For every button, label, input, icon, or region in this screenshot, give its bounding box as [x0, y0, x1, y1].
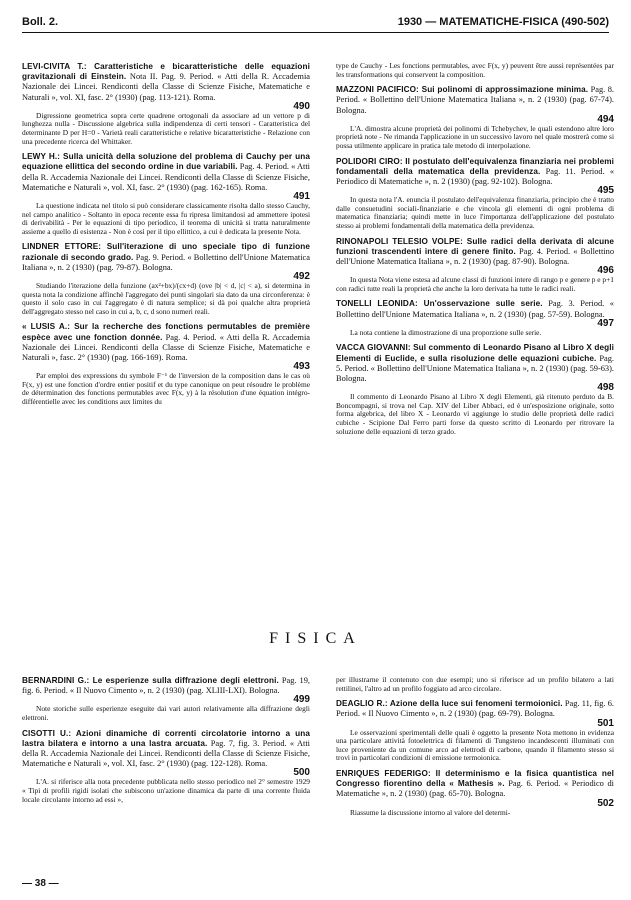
entry-title: ENRIQUES FEDERIGO: Il determinismo e la fisica quantistica nel Congresso fiorentino della « Mathesis ».: [336, 768, 614, 789]
entry-number: 490: [293, 100, 310, 112]
entry-number: 493: [293, 361, 310, 373]
entry-497: [336, 299, 614, 337]
entry-501: [336, 699, 614, 763]
entry-abstract: In questa nota l'A. enuncia il postulato dell'equivalenza finanziaria, principio che è tratto dalle consuetudini sociali-finanziarie e che vincola gli elementi di ogni problema di matematica finanziaria; quindi mette in luce l'importanza dell'applicazione del postulato stesso ai problemi fondamentali della matematica della previdenza.: [336, 195, 614, 230]
entry-number: 494: [597, 113, 614, 125]
entry-title: DEAGLIO R.: Azione della luce sui fenomeni termoionici.: [336, 699, 563, 709]
entry-title: RINONAPOLI TELESIO VOLPE: Sulle radici della derivata di alcune funzioni trascendenti intere di genere finito.: [336, 236, 614, 256]
entry-number: 492: [293, 270, 310, 282]
entry-title: MAZZONI PACIFICO: Sui polinomi di approssimazione minima.: [336, 85, 589, 95]
entry-reference: Pag. 11. Period. « Periodico di Matematiche », n. 2 (1930) (pag. 92-102). Bologna.: [336, 166, 615, 186]
entry-number: 495: [597, 185, 614, 197]
entry-number: 501: [597, 717, 614, 729]
continued-abstract: per illustrarne il contenuto con due esempi; uno si riferisce ad un profilo bilatero a lati rettilinei, l'altro ad un profilo foggiato ad arco circolare.: [336, 675, 614, 693]
entry-494: [336, 85, 614, 150]
entry-title: LINDNER ETTORE: Sull'iterazione di uno speciale tipo di funzione razionale di secondo grado.: [22, 242, 310, 262]
entry-495: [336, 157, 614, 231]
entry-title: POLIDORI CIRO: Il postulato dell'equivalenza finanziaria nei problemi fondamentali della matematica della previdenza.: [336, 156, 614, 176]
continued-abstract: type de Cauchy - Les fonctions permutables, avec F(x, y) peuvent être aussi représentées par les transformations qui conservent la composition.: [336, 61, 614, 79]
entry-abstract: Le osservazioni sperimentali delle quali è oggetto la presente Nota mettono in evidenza una particolare attività fotoelettrica di filamenti di Tungsteno incandescenti illuminati con luce proveniente da un comune arco ad elettrodi di carbone, quando il filamento stesso si trovi in particolari condizioni di emissione termoionica.: [336, 727, 614, 763]
entry-502: [336, 769, 614, 817]
page-number: — 38 —: [22, 878, 59, 889]
right-column-top: [336, 62, 614, 442]
entry-number: 502: [597, 797, 614, 809]
entry-title: CISOTTI U.: Azioni dinamiche di correnti circolatorie intorno a una lastra bilatera e intorno a una lastra arcuata.: [22, 728, 310, 748]
entry-reference: Pag. 3. Period. « Bollettino dell'Unione Matematica Italiana », n. 2 (1930) (pag. 57-59). Bologna.: [336, 299, 614, 319]
entry-number: 500: [293, 767, 310, 779]
entry-title: LEVI-CIVITA T.: Caratteristiche e bicaratteristiche delle equazioni gravitazionali di Einstein.: [22, 62, 310, 82]
entry-number: 498: [597, 382, 614, 394]
entry-491: [22, 152, 310, 236]
entry-492: [22, 242, 310, 316]
entry-number: 491: [293, 191, 310, 202]
entry-reference: Pag. 7, fig. 3. Period. « Atti della R. Accademia Nazionale dei Lincei. Rendiconti della Classe di Scienze Fisiche, Matematiche e Naturali », vol. XI, fasc. 2° (1930) (pag. 122-128). Roma.: [22, 738, 311, 769]
right-column-bottom: [336, 676, 614, 823]
entry-title: VACCA GIOVANNI: Sul commento di Leonardo Pisano al Libro X degli Elementi di Euclide, e sulla risoluzione delle equazioni cubiche.: [336, 343, 614, 363]
entry-abstract: L'A. dimostra alcune proprietà dei polinomi di Tchebychev, le quali estendono altre loro proprietà note - Ne rimanda l'applicazione in un successivo lavoro nel quale mostrerà come si possa utilmente applicare in pratica tale metodo di interpolazione.: [336, 123, 614, 150]
bulletin-number: Boll. 2.: [22, 16, 59, 28]
entry-500: [22, 729, 310, 805]
entry-496: [336, 237, 614, 294]
entry-reference: Pag. 6. Period. « Periodico di Matematiche », n. 2 (1930) (pag. 65-70). Bologna.: [336, 779, 615, 799]
entry-abstract: In questa Nota viene estesa ad alcune classi di funzioni intere di rango p e genere p e p+1 con radici tutte reali la proprietà che anche la loro derivata ha tutte le radici reali.: [336, 275, 614, 293]
entry-reference: Pag. 4. Period. « Bollettino dell'Unione Matematica Italiana », n. 2 (1930) (pag. 87-90). Bologna.: [336, 246, 615, 266]
entry-reference: Pag. 11, fig. 6. Period. « Il Nuovo Cimento », n. 2 (1930) (pag. 69-79). Bologna.: [336, 699, 614, 719]
section-range: 1930 — MATEMATICHE-FISICA (490-502): [397, 16, 609, 28]
entry-reference: Pag. 8. Period. « Bollettino dell'Unione Matematica Italiana », n. 2 (1930) (pag. 67-74). Bologna.: [336, 85, 615, 115]
entry-490: [22, 62, 310, 146]
entry-abstract: L'A. si riferisce alla nota precedente pubblicata nello stesso periodico nel 2° semestre 1929 « Tipi di profili rigidi isolati che subiscono un'azione dinamica da parte di una corrente fluida locale circolante intorno ad essi »,: [22, 777, 310, 804]
entry-abstract: Studiando l'iterazione della funzione (ax²+bx)/(cx+d) (ove |b| < d, |c| < a), si determina in questa nota la condizione affinchè l'aggregato dei punti singolari sia dato da una circonferenza: è questo il solo caso in cui l'aggregato è di natura semplice; si dà poi qualche altra proprietà dell'aggregato stesso nel caso in cui a, b, c, d sono numeri reali.: [22, 280, 310, 316]
entry-title: « LUSIS A.: Sur la recherche des fonctions permutables de première espèce avec une fonction donnée.: [22, 322, 310, 342]
entry-number: 497: [597, 317, 614, 329]
entry-reference: Pag. 5. Period. « Bollettino dell'Unione Matematica Italiana », n. 2 (1930) (pag. 59-63). Bologna.: [336, 353, 614, 383]
entry-abstract: La nota contiene la dimostrazione di una proporzione sulle serie.: [350, 327, 542, 337]
entry-abstract: Il commento di Leonardo Pisano al Libro X degli Elementi, già ritenuto perduto da B. Boncompagni, si trova nel Cap. XIV del Liber Abbaci, ed è un'esposizione originale, sotto forma algebrica, del libro X - Leonardo vi aggiunge lo studio delle proprietà delle radici cubiche - Scipione Dal Ferro parti forse da questo scritto di Leonardo per ritrovare la soluzione delle equazioni di terzo grado.: [336, 392, 614, 436]
entry-498: [336, 343, 614, 436]
entry-reference: Nota II. Pag. 9. Period. « Atti della R. Accademia Nazionale dei Lincei. Rendiconti della Classe di Scienze Fisiche, Matematiche e Naturali », vol. XI, fasc. 2° (1930) (pag. 113-121). Roma.: [22, 72, 310, 102]
entry-number: 496: [597, 265, 614, 277]
left-column-bottom: [22, 676, 310, 810]
entry-499: [22, 676, 310, 723]
entry-title: BERNARDINI G.: Le esperienze sulla diffrazione degli elettroni.: [22, 676, 279, 685]
entry-abstract: Par emploi des expressions du symbole F⁻¹ de l'inversion de la composition dans le cas où F(x, y) est une fonction d'ordre entier positif et du type canonique on peut résoudre le problème de détermination des fonctions permutables avec F(x, y) à la résolution d'une équation intégro-différentielle avec les conditions aux limites du: [22, 371, 310, 406]
entry-reference: Pag. 4. Period. « Atti della R. Accademia Nazionale dei Lincei. Rendiconti della Classe di Scienze Fisiche, Matematiche e Naturali », vol. XI, fasc. 2° (1930) (pag. 162-165). Roma.: [22, 162, 310, 192]
entry-493: [22, 322, 310, 406]
section-heading: FISICA: [269, 630, 362, 647]
left-column-top: [22, 62, 310, 413]
entry-abstract: Note storiche sulle esperienze eseguite dai vari autori relativamente alla diffrazione degli elettroni.: [22, 704, 310, 722]
entry-reference: Pag. 19, fig. 6. Period. « Il Nuovo Cimento », n. 2 (1930) (pag. XLIII-LXI). Bologna.: [22, 676, 311, 696]
running-header: [22, 10, 609, 33]
entry-reference: Pag. 9. Period. « Bollettino dell'Unione Matematica Italiana », n. 2 (1930) (pag. 79-87). Bologna.: [22, 252, 310, 272]
entry-abstract: La questione indicata nel titolo si può considerare classicamente risolta dallo stesso Cauchy, nel campo analitico - Soltanto in epoca recente essa fu ripresa limitandosi ad ammettere ipotesi di derivabilità - Per le equazioni di tipo periodico, il teorema di unicità si tratta naturalmente assieme a quello di esistenza - Non è così per il tipo ellittico, a cui è dedicata la presente Nota.: [22, 201, 310, 236]
entry-abstract: Riassume la discussione intorno al valore del determi-: [350, 807, 511, 817]
entry-abstract: Digressione geometrica sopra certe quadrene ortogonali da associare ad un vettore p di lunghezza nulla - Discussione algebrica sulla indipendenza di certi tensori - Caratteristica del determinante D per H=0 - Varietà reali caratteristiche e relative bicaratteristiche - Relazione con una precedente ricerca del Whittaker.: [22, 110, 310, 146]
entry-reference: Pag. 4. Period. « Atti della R. Accademia Nazionale dei Lincei. Rendiconti della Classe di Scienze Fisiche, Matematiche e Naturali », fasc. 2° (1930) (pag. 166-169). Roma.: [22, 332, 310, 362]
entry-title: LEWY H.: Sulla unicità della soluzione del problema di Cauchy per una equazione ellittica del secondo ordine in due variabili.: [22, 152, 310, 172]
entry-number: 499: [293, 694, 310, 706]
entry-title: TONELLI LEONIDA: Un'osservazione sulle serie.: [336, 299, 543, 309]
